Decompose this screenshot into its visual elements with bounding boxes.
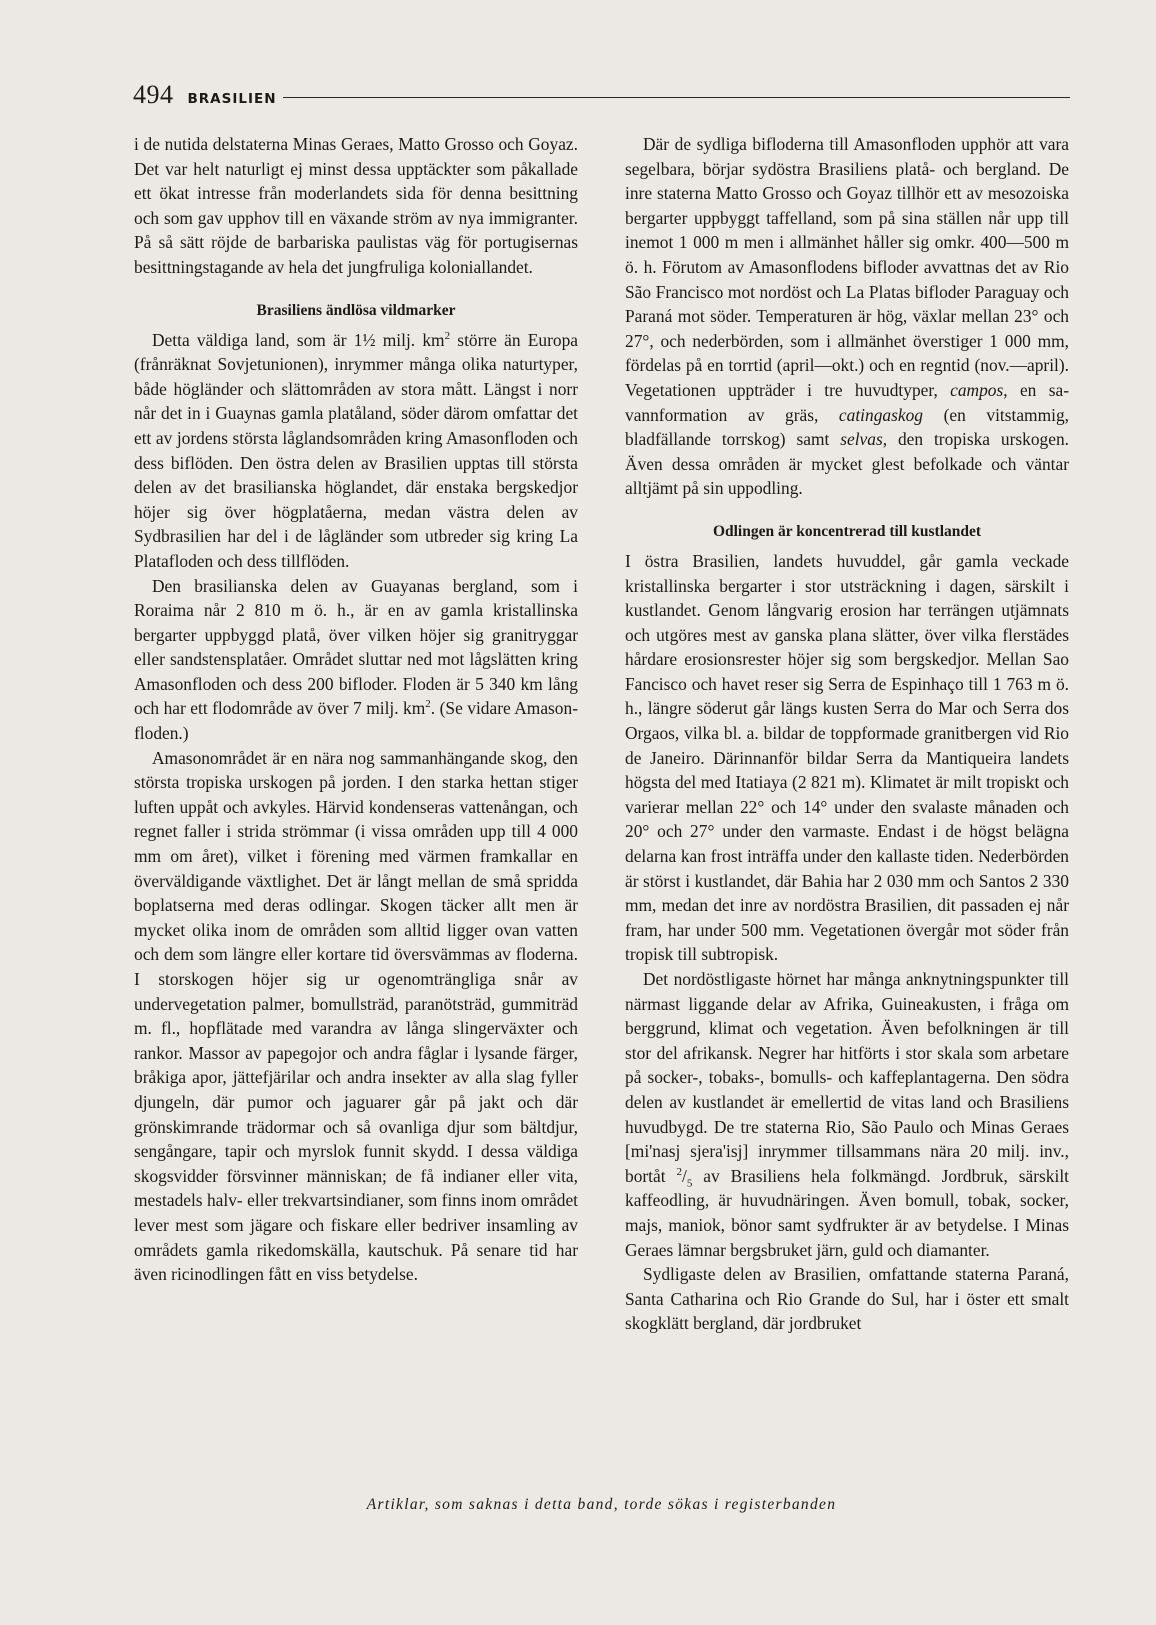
section-heading: Odlingen är koncentrerad till kustlandet	[712, 522, 982, 540]
paragraph: Amasonområdet är en nära nog sammanhängande skog, den största tropiska urskogen på jorden. I den starka hettan stiger luften uppåt och avkyles. Härvid kondenseras vattenångan, och regnet faller i strida strömmar (i vissa områden upp till 4 000 mm om året), vilket i förening med värmen framkallar en överväldigande växtlighet. Det är långt mellan de små spridda boplatserna med deras odlingar. Skogen täcker allt men är mycket olika inom de områden som alltid ligger ovan vatten och dem som längre eller kortare tid översvämmas av floderna. I storskogen höjer sig ur ogenomträngliga snår av undervegetation palmer, bomullsträd, paranötsträd, gummiträd m. fl., hopflätade med varandra av långa slingerväxter och rankor. Massor av papegojor och andra fåglar i lysande färger, bråkiga apor, jättefjärilar och andra insekter av alla slag fyller djungeln, där pumor och jaguarer går på jakt och där grönskimrande trädormar och så ovanliga djur som bältdjur, sengångare, tapir och myrslok funnit skydd. I dessa väldiga skogsvidder försvinner människan; de få indianer eller vita, mestadels halv- eller trekvartsindianer, som finns inom området lever mest som jägare och fiskare eller bedriver insamling av områdets gamla rikedomskälla, kautschuk. På senare tid har även ricinodlingen fått en viss betydelse.	[134, 747, 578, 1285]
paragraph: Där de sydliga bifloderna till Amasonfloden upphör att vara segelbara, börjar sydöstra Brasiliens platå- och bergland. De inre staterna Matto Grosso och Goyaz tillhör ett av mesozoiska bergarter uppbyggt taffelland, som på sina ställen når upp till inemot 1 000 m men i allmänhet håller sig omkr. 400—500 m ö. h. Förutom av Amasonflodens bifloder avvattnas det av Rio São Francisco mot nordöst och La Platas bifloder Paraguay och Paraná mot söder. Temperaturen är hög, växlar mellan 23° och 27°, och nederbörden, som i allmänhet överstiger 1 000 mm, fördelas på en torrtid (april—okt.) och en regntid (nov.—april). Vegetationen uppträder i tre huvudtyper, campos, en savannformation av gräs, catingaskog (en vitstammig, bladfällande torrskog) samt selvas, den tropiska urskogen. Även dessa områden är mycket glest befolkade och väntar alltjämt på sin uppodling.	[625, 134, 1069, 499]
paragraph: I östra Brasilien, landets huvuddel, går gamla veckade kristallinska bergarter i stor utsträckning i dagen, särskilt i kustlandet. Genom långvarig erosion har terrängen utjämnats och utgöres mest av ganska plana slätter, över vilka flerstädes hårdare erosionsrester höjer sig som bergskedjor. Mellan Sao Fancisco och havet reser sig Serra de Espinhaço till 1 763 m ö. h., längre söderut går längs kusten Serra do Mar och Serra dos Orgaos, vilka bl. a. bildar de toppformade granitbergen vid Rio de Janeiro. Därinnanför bildar Serra da Mantiqueira landets högsta del med Itatiaya (2 821 m). Klimatet är milt tropiskt och varierar mellan 22° och 14° under den svalaste månaden och 20° och 27° under den varmaste. Endast i de högst belägna delarna kan frost inträffa under den kallaste tiden. Nederbörden är störst i kustlandet, där Bahia har 2 030 mm och Santos 2 330 mm, medan det inre av nordöstra Brasilien, dit passaden ej når fram, har under 500 mm. Vegetationen övergår mot söder från tropisk till subtropisk.	[625, 550, 1069, 965]
fraction-denominator: 5	[686, 1177, 693, 1190]
page-header	[133, 80, 1070, 112]
left-column	[134, 132, 578, 1287]
running-head: BRASILIEN	[187, 91, 277, 107]
header-rule	[283, 97, 1070, 98]
superscript: 2	[425, 698, 431, 711]
right-column	[625, 132, 1069, 1336]
paragraph: i de nutida delstaterna Minas Geraes, Matto Grosso och Goyaz. Det var helt naturligt ej minst dessa upptäckter som påkallade ett ökat intresse från moderlandets sida för denna besittning och som gav upphov till en växande ström av nya immigranter. På så sätt röjde de barbariska paulistas väg för portugisernas besittningstagande av hela det jungfruliga koloniallandet.	[134, 134, 578, 277]
italic-term: catingaskog	[838, 404, 923, 425]
paragraph: Den brasilianska delen av Guayanas bergland, som i Roraima når 2 810 m ö. h., är en av gamla kristallinska bergarter uppbyggd platå, över vilken höjer sig granitryggar eller sandstensplatåer. Området sluttar ned mot lågslätten kring Amasonfloden och dess 200 bifloder. Floden är 5 340 km lång och har ett flodområde av över 7 milj. $km^2$. (Se vidare Amasonfloden.)	[134, 575, 578, 744]
paragraph: Detta väldiga land, som är 1½ milj. $km^2$ större än Europa (frånräknat Sovjetunionen), inrymmer många olika naturtyper, både högländer och slättområden av stora mått. Längst i norr når det in i Guaynas gamla platåland, söder därom omfattar det ett av jordens största låglandsområden kring Amasonfloden och dess biflöden. Den östra delen av Brasilien upptas till största delen av det brasilianska höglandet, där enstaka bergskedjor höjer sig över högplatåerna, medan västra delen av Sydbrasilien har del i de lågländer som utbreder sig kring La Platafloden och dess tillflöden.	[134, 329, 578, 571]
superscript: 2	[444, 329, 451, 342]
paragraph: Det nordöstligaste hörnet har många anknytningspunkter till närmast liggande delar av Afrika, Guineakusten, i fråga om berggrund, klimat och vegetation. Även befolkningen är till stor del afrikansk. Negrer har hitförts i stor skala som arbetare på socker-, tobaks-, bomulls- och kaffeplantagerna. Den södra delen av kustlandet är emellertid de vitas land och Brasiliens huvudbygd. De tre staterna Rio, São Paulo och Minas Geraes [mi'nasj sjera'isj] inrymmer tillsammans nära 20 milj. inv., bortåt $^2/_5$ av Brasiliens hela folkmängd. Jordbruk, särskilt kaffeodling, är huvudnäringen. Även bomull, tobak, socker, majs, maniok, bönor samt sydfrukter är av betydelse. I Minas Geraes lämnar bergsbruket järn, guld och diamanter.	[625, 969, 1069, 1260]
italic-term: selvas	[840, 429, 883, 450]
paragraph: Sydligaste delen av Brasilien, omfattande staterna Paraná, Santa Catharina och Rio Grande do Sul, har i öster ett smalt skogklätt bergland, där jordbruket	[625, 1264, 1069, 1334]
page-number: 494	[133, 80, 174, 109]
fraction-numerator: 2	[676, 1165, 682, 1178]
section-heading: Brasiliens ändlösa vildmarker	[256, 301, 456, 319]
footer-note: Artiklar, som saknas i detta band, torde sökas i registerbanden	[366, 1496, 837, 1513]
italic-term: campos	[950, 379, 1004, 400]
